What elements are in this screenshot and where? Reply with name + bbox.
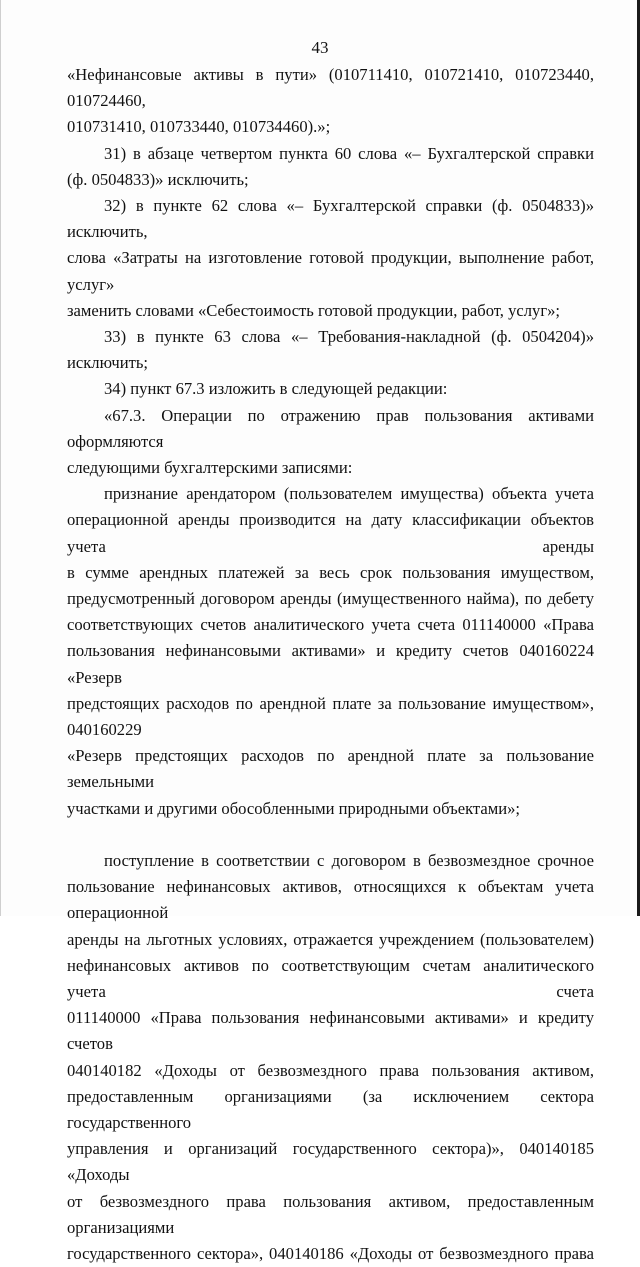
text-line: аренды на льготных условиях, отражается учреждением (пользователем) [67, 929, 594, 949]
text-line: операционной аренды производится на дату классификации объектов учета аренды [67, 510, 594, 556]
text-line: 34) пункт 67.3 изложить в следующей редакции: [104, 379, 448, 399]
text-line: «67.3. Операции по отражению прав пользования активами оформляются [67, 405, 594, 451]
text-line: заменить словами «Себестоимость готовой продукции, работ, услуг»; [67, 300, 561, 320]
text-line: пользование нефинансовых активов, относящихся к объектам учета операционной [67, 877, 594, 923]
text-line: 010731410, 010733440, 010734460).»; [67, 117, 331, 137]
text-line: предоставленным организациями (за исключением сектора государственного [67, 1086, 594, 1132]
text-line: управления и организаций государственного сектора)», 040140185 «Доходы [67, 1139, 594, 1185]
text-line: «Резерв предстоящих расходов по арендной плате за пользование земельными [67, 746, 594, 792]
text-line: предусмотренный договором аренды (имущественного найма), по дебету [67, 589, 594, 609]
text-line: 31) в абзаце четвертом пункта 60 слова «– Бухгалтерской справки [104, 143, 594, 163]
text-line: соответствующих счетов аналитического учета счета 011140000 «Права [67, 615, 594, 635]
text-line: предстоящих расходов по арендной плате за пользование имуществом», 040160229 [67, 693, 594, 740]
text-line: 32) в пункте 62 слова «– Бухгалтерской справки (ф. 0504833)» исключить, [67, 196, 594, 242]
document-body [67, 62, 594, 1267]
text-line: 011140000 «Права пользования нефинансовыми активами» и кредиту счетов [67, 1008, 594, 1054]
text-line: нефинансовых активов по соответствующим счетам аналитического учета счета [67, 955, 594, 1001]
text-line: 040140182 «Доходы от безвозмездного права пользования активом, [67, 1060, 594, 1080]
text-line: в сумме арендных платежей за весь срок пользования имуществом, [67, 562, 594, 582]
text-line: государственного сектора», 040140186 «Доходы от безвозмездного права [67, 1243, 594, 1263]
text-line: следующими бухгалтерскими записями: [67, 458, 353, 478]
text-line: от безвозмездного права пользования активом, предоставленным организациями [67, 1191, 594, 1237]
text-line: пользования нефинансовыми активами» и кредиту счетов 040160224 «Резерв [67, 641, 594, 687]
text-line: поступление в соответствии с договором в безвозмездное срочное [104, 850, 594, 870]
text-line: (ф. 0504833)» исключить; [67, 169, 249, 189]
text-line: «Нефинансовые активы в пути» (010711410, 010721410, 010723440, 010724460, [67, 65, 594, 111]
page-left-edge [0, 0, 1, 916]
text-line: слова «Затраты на изготовление готовой продукции, выполнение работ, услуг» [67, 248, 594, 294]
paragraph-gap [67, 822, 594, 848]
text-line: признание арендатором (пользователем имущества) объекта учета [104, 484, 594, 504]
page-number: 43 [311, 38, 329, 57]
text-line: участками и другими обособленными природными объектами»; [67, 798, 521, 818]
text-line: 33) в пункте 63 слова «– Требования-накладной (ф. 0504204)» исключить; [67, 327, 594, 373]
